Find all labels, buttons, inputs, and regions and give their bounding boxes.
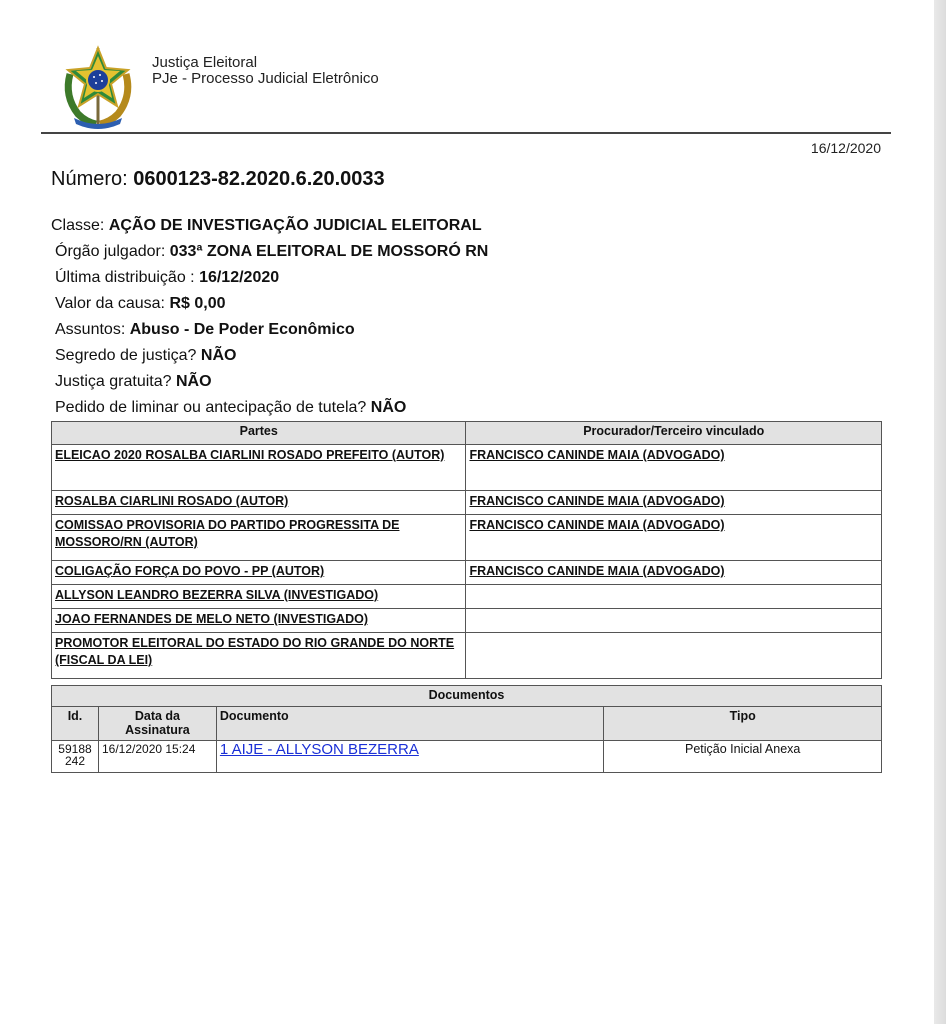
header-divider xyxy=(41,132,891,134)
distribuicao-label: Última distribuição : xyxy=(55,269,195,286)
procurador-cell xyxy=(466,585,882,609)
distribuicao-row xyxy=(51,265,488,291)
process-metadata xyxy=(51,213,488,421)
documents-title-row xyxy=(52,686,882,707)
assuntos-row xyxy=(51,317,488,343)
table-row xyxy=(52,561,882,585)
distribuicao-value: 16/12/2020 xyxy=(199,269,280,286)
parte-cell: PROMOTOR ELEITORAL DO ESTADO DO RIO GRANDE DO NORTE (FISCAL DA LEI) xyxy=(52,633,466,679)
procurador-cell: FRANCISCO CANINDE MAIA (ADVOGADO) xyxy=(466,561,882,585)
document-date: 16/12/2020 xyxy=(810,140,881,156)
parties-header-procurador: Procurador/Terceiro vinculado xyxy=(466,422,882,445)
numero-value: 0600123-82.2020.6.20.0033 xyxy=(133,168,385,190)
classe-row xyxy=(51,213,488,239)
gratuita-label: Justiça gratuita? xyxy=(55,373,172,390)
table-row xyxy=(52,741,882,773)
table-row xyxy=(52,609,882,633)
doc-name-cell xyxy=(216,741,603,773)
liminar-value: NÃO xyxy=(370,399,407,416)
table-row xyxy=(52,515,882,561)
document-header xyxy=(60,44,900,134)
documents-title: Documentos xyxy=(52,686,882,707)
gratuita-value: NÃO xyxy=(175,373,212,390)
valor-row xyxy=(51,291,488,317)
procurador-cell: FRANCISCO CANINDE MAIA (ADVOGADO) xyxy=(466,491,882,515)
parties-header-row xyxy=(52,422,882,445)
classe-label: Classe: xyxy=(51,217,105,234)
parties-header-partes: Partes xyxy=(52,422,466,445)
segredo-row xyxy=(51,343,488,369)
segredo-value: NÃO xyxy=(200,347,237,364)
header-line2: PJe - Processo Judicial Eletrônico xyxy=(152,70,379,87)
parte-cell: COLIGAÇÃO FORÇA DO POVO - PP (AUTOR) xyxy=(52,561,466,585)
gratuita-row xyxy=(51,369,488,395)
documents-header-id: Id. xyxy=(52,707,99,741)
doc-type-cell: Petição Inicial Anexa xyxy=(604,741,882,773)
numero-label: Número: xyxy=(51,168,128,190)
brazil-coat-of-arms-icon xyxy=(60,44,136,130)
orgao-row xyxy=(51,239,488,265)
parte-cell: ELEICAO 2020 ROSALBA CIARLINI ROSADO PREFEITO (AUTOR) xyxy=(52,445,466,491)
document-link[interactable]: 1 AIJE - ALLYSON BEZERRA xyxy=(219,741,419,758)
procurador-cell xyxy=(466,609,882,633)
doc-id-cell: 59188 242 xyxy=(52,741,99,773)
liminar-row xyxy=(51,395,488,421)
parties-table xyxy=(51,421,882,679)
orgao-value: 033ª ZONA ELEITORAL DE MOSSORÓ RN xyxy=(169,243,489,260)
valor-value: R$ 0,00 xyxy=(169,295,226,312)
parte-cell: ROSALBA CIARLINI ROSADO (AUTOR) xyxy=(52,491,466,515)
orgao-label: Órgão julgador: xyxy=(55,243,166,260)
doc-date-cell: 16/12/2020 15:24 xyxy=(98,741,216,773)
header-text xyxy=(152,55,379,87)
parte-cell: JOAO FERNANDES DE MELO NETO (INVESTIGADO) xyxy=(52,609,466,633)
documents-header-data: Data da Assinatura xyxy=(98,707,216,741)
header-line1: Justiça Eleitoral xyxy=(152,54,258,71)
documents-header-tipo: Tipo xyxy=(604,707,882,741)
process-number xyxy=(51,168,385,191)
documents-header-documento: Documento xyxy=(216,707,603,741)
classe-value: AÇÃO DE INVESTIGAÇÃO JUDICIAL ELEITORAL xyxy=(108,217,482,234)
procurador-cell: FRANCISCO CANINDE MAIA (ADVOGADO) xyxy=(466,515,882,561)
assuntos-value: Abuso - De Poder Econômico xyxy=(129,321,355,338)
procurador-cell xyxy=(466,633,882,679)
liminar-label: Pedido de liminar ou antecipação de tutela? xyxy=(55,399,367,416)
segredo-label: Segredo de justiça? xyxy=(55,347,197,364)
table-row xyxy=(52,585,882,609)
procurador-cell: FRANCISCO CANINDE MAIA (ADVOGADO) xyxy=(466,445,882,491)
documents-header-row xyxy=(52,707,882,741)
page-edge-shadow xyxy=(934,0,946,1024)
assuntos-label: Assuntos: xyxy=(55,321,126,338)
table-row xyxy=(52,491,882,515)
table-row xyxy=(52,633,882,679)
parte-cell: COMISSAO PROVISORIA DO PARTIDO PROGRESSITA DE MOSSORO/RN (AUTOR) xyxy=(52,515,466,561)
documents-table xyxy=(51,685,882,773)
table-row xyxy=(52,445,882,491)
valor-label: Valor da causa: xyxy=(55,295,165,312)
parte-cell: ALLYSON LEANDRO BEZERRA SILVA (INVESTIGADO) xyxy=(52,585,466,609)
